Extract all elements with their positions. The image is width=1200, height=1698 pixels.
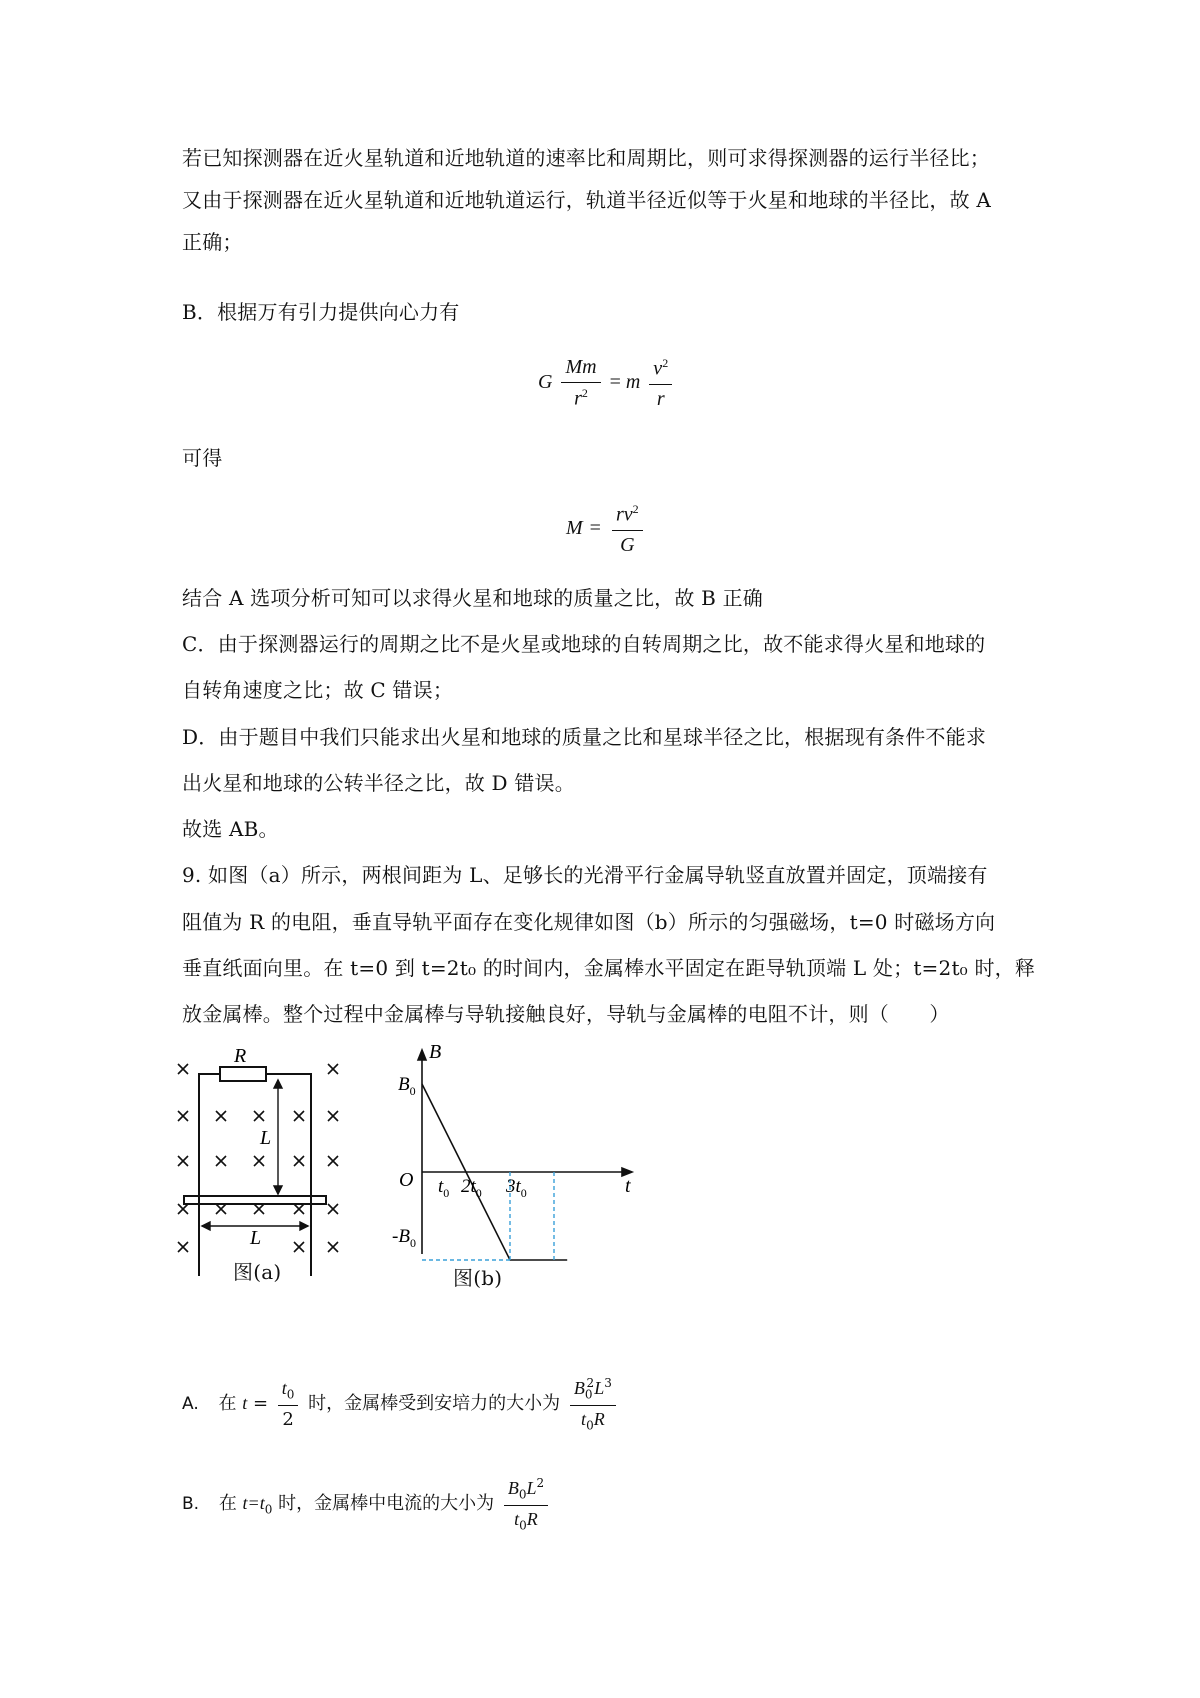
formula-symbol: m [625, 370, 641, 393]
tick-label-b0: $B_0$ [398, 1074, 416, 1098]
formula-symbol: M [566, 516, 583, 539]
option-text: 在 [218, 1393, 237, 1415]
tick-label-t0: $t_0$ [438, 1176, 450, 1200]
question-line-1 [182, 861, 988, 889]
y-axis-arrow [418, 1050, 426, 1060]
length-label-horizontal: L [250, 1227, 262, 1249]
resistor-label: R [234, 1046, 247, 1067]
solution-line-combine: 结合 A 选项分析可知可以求得火星和地球的质量之比，故 B 正确 [182, 586, 763, 610]
fraction-numerator: $B_0L^2$ [504, 1476, 548, 1506]
solution-line-b: B．根据万有引力提供向心力有 [182, 300, 460, 324]
y-axis-label: B [429, 1044, 442, 1063]
equals-sign: = [589, 516, 601, 539]
fraction-numerator: $B_0^2L^3$ [570, 1376, 616, 1406]
formula-gravity [538, 356, 676, 411]
figure-a-circuit [176, 1046, 356, 1286]
axes [418, 1050, 632, 1254]
figure-a-caption: 图(a) [233, 1260, 282, 1284]
math-var: t=t [242, 1493, 265, 1514]
fraction-denominator: $t_0R$ [514, 1508, 538, 1533]
fraction-denominator: G [620, 533, 635, 556]
figure-b-caption: 图(b) [453, 1266, 503, 1290]
dimension-arrows [202, 1080, 308, 1230]
question-line-3: 垂直纸面向里。在 t=0 到 t=2t₀ 的时间内，金属棒水平固定在距导轨顶端 L 处；t=2t₀ 时，释 [182, 956, 1036, 980]
option-b[interactable] [182, 1476, 552, 1532]
math-var: t [242, 1393, 248, 1414]
answer-fraction [504, 1476, 548, 1532]
option-label: A. [182, 1394, 199, 1415]
question-line-4: 放金属棒。整个过程中金属棒与导轨接触良好，导轨与金属棒的电阻不计，则（ ） [182, 1002, 950, 1026]
equals-sign: = [252, 1393, 269, 1415]
fraction [612, 502, 643, 557]
figure-b-graph [392, 1044, 652, 1274]
formula-symbol: G [538, 370, 553, 393]
tick-label-3t0: $3t_0$ [506, 1176, 527, 1200]
question-text: 如图（a）所示，两根间距为 L、足够长的光滑平行金属导轨竖直放置并固定，顶端接有 [208, 863, 988, 887]
length-label-vertical: L [260, 1127, 272, 1149]
exponent: 2 [581, 386, 588, 400]
fraction-numerator [649, 356, 672, 385]
fraction-denominator: r [656, 387, 665, 410]
tick-label-neg-b0: $-B_0$ [392, 1226, 416, 1250]
den-var: r [574, 387, 582, 410]
option-text: 在 [218, 1493, 237, 1515]
answer-fraction [570, 1376, 616, 1432]
option-text: 时，金属棒中电流的大小为 [278, 1493, 495, 1515]
tick-label-2t0: $2t_0$ [461, 1176, 482, 1200]
num-var: rv [615, 503, 633, 526]
exponent: 2 [662, 356, 669, 370]
question-number: 9. [182, 863, 202, 887]
solution-line-2: 又由于探测器在近火星轨道和近地轨道运行，轨道半径近似等于火星和地球的半径比，故 A [182, 188, 992, 212]
option-a[interactable] [182, 1376, 620, 1432]
fraction-denominator [570, 383, 592, 411]
formula-mass [566, 502, 647, 557]
solution-line-3: 正确； [182, 230, 243, 254]
fraction-denominator: 2 [282, 1408, 294, 1430]
question-line-2: 阻值为 R 的电阻，垂直导轨平面存在变化规律如图（b）所示的匀强磁场，t=0 时磁场方向 [182, 910, 996, 934]
solution-line-answer: 故选 AB。 [182, 817, 279, 841]
subscript: 0 [264, 1502, 273, 1517]
option-label: B. [182, 1494, 200, 1515]
x-axis-label: t [625, 1175, 631, 1197]
fraction-denominator: $t_0R$ [581, 1408, 605, 1433]
cross-marks [178, 1064, 338, 1252]
fraction-numerator [612, 502, 643, 531]
equals-sign: = [609, 370, 621, 393]
solution-line-d2: 出火星和地球的公转半径之比，故 D 错误。 [182, 771, 575, 795]
origin-label: O [399, 1169, 414, 1191]
fraction-numerator: $t_0$ [278, 1378, 299, 1406]
fraction-numerator: Mm [561, 356, 600, 383]
num-var: v [653, 357, 663, 380]
fraction [561, 356, 600, 411]
solution-line-1: 若已知探测器在近火星轨道和近地轨道的速率比和周期比，则可求得探测器的运行半径比； [182, 146, 990, 170]
solution-line-d1: D．由于题目中我们只能求出火星和地球的质量之比和星球半径之比，根据现有条件不能求 [182, 725, 987, 749]
solution-line-c1: C．由于探测器运行的周期之比不是火星或地球的自转周期之比，故不能求得火星和地球的 [182, 632, 986, 656]
solution-line-kede: 可得 [182, 446, 223, 470]
fraction [278, 1378, 299, 1430]
solution-line-c2: 自转角速度之比；故 C 错误； [182, 678, 454, 702]
fraction [649, 356, 672, 411]
option-text: 时，金属棒受到安培力的大小为 [308, 1393, 561, 1415]
exponent: 2 [632, 502, 639, 516]
